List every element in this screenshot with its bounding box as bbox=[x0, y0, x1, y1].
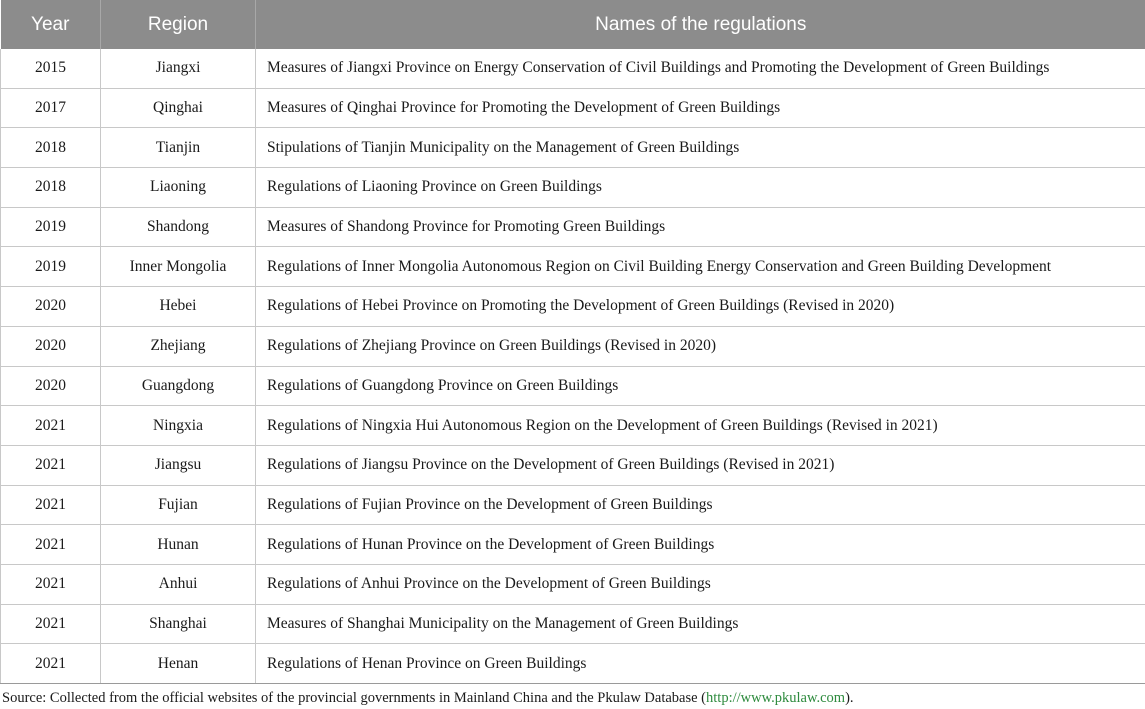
table-header bbox=[1, 0, 1145, 49]
cell-name: Regulations of Inner Mongolia Autonomous Region on Civil Building Energy Conservation and Green Building Development bbox=[256, 247, 1145, 287]
table-row bbox=[1, 366, 1145, 406]
cell-region: Liaoning bbox=[101, 168, 256, 208]
cell-region: Henan bbox=[101, 644, 256, 684]
cell-year: 2019 bbox=[1, 247, 101, 287]
cell-year: 2021 bbox=[1, 525, 101, 565]
header-row bbox=[1, 0, 1145, 49]
table-row bbox=[1, 445, 1145, 485]
source-link[interactable]: http://www.pkulaw.com bbox=[706, 690, 846, 706]
cell-region: Hebei bbox=[101, 287, 256, 327]
table-row bbox=[1, 525, 1145, 565]
table-row bbox=[1, 564, 1145, 604]
cell-name: Regulations of Henan Province on Green Buildings bbox=[256, 644, 1145, 684]
cell-year: 2021 bbox=[1, 564, 101, 604]
cell-name: Regulations of Ningxia Hui Autonomous Region on the Development of Green Buildings (Revised in 2021) bbox=[256, 406, 1145, 446]
cell-year: 2018 bbox=[1, 128, 101, 168]
table-row bbox=[1, 207, 1145, 247]
cell-year: 2021 bbox=[1, 485, 101, 525]
cell-year: 2021 bbox=[1, 445, 101, 485]
cell-year: 2021 bbox=[1, 406, 101, 446]
cell-name: Measures of Jiangxi Province on Energy Conservation of Civil Buildings and Promoting the Development of Green Buildings bbox=[256, 49, 1145, 88]
cell-year: 2020 bbox=[1, 326, 101, 366]
cell-region: Tianjin bbox=[101, 128, 256, 168]
cell-year: 2017 bbox=[1, 88, 101, 128]
cell-region: Jiangxi bbox=[101, 49, 256, 88]
cell-name: Regulations of Liaoning Province on Green Buildings bbox=[256, 168, 1145, 208]
source-note bbox=[2, 690, 854, 707]
cell-region: Anhui bbox=[101, 564, 256, 604]
cell-region: Shanghai bbox=[101, 604, 256, 644]
cell-year: 2021 bbox=[1, 644, 101, 684]
source-prefix: Source: Collected from the official websites of the provincial governments in Mainland China and the Pkulaw Database ( bbox=[2, 690, 707, 706]
header-year: Year bbox=[1, 0, 101, 49]
cell-region: Shandong bbox=[101, 207, 256, 247]
cell-year: 2021 bbox=[1, 604, 101, 644]
table-row bbox=[1, 604, 1145, 644]
cell-name: Measures of Shandong Province for Promoting Green Buildings bbox=[256, 207, 1145, 247]
cell-year: 2020 bbox=[1, 366, 101, 406]
table-row bbox=[1, 644, 1145, 684]
cell-year: 2020 bbox=[1, 287, 101, 327]
cell-region: Fujian bbox=[101, 485, 256, 525]
table-row bbox=[1, 287, 1145, 327]
cell-name: Measures of Shanghai Municipality on the Management of Green Buildings bbox=[256, 604, 1145, 644]
cell-name: Regulations of Anhui Province on the Development of Green Buildings bbox=[256, 564, 1145, 604]
cell-region: Hunan bbox=[101, 525, 256, 565]
table-row bbox=[1, 406, 1145, 446]
cell-name: Stipulations of Tianjin Municipality on the Management of Green Buildings bbox=[256, 128, 1145, 168]
table-body bbox=[1, 49, 1145, 684]
cell-region: Inner Mongolia bbox=[101, 247, 256, 287]
cell-name: Regulations of Fujian Province on the Development of Green Buildings bbox=[256, 485, 1145, 525]
table-row bbox=[1, 247, 1145, 287]
table-row bbox=[1, 88, 1145, 128]
cell-name: Regulations of Guangdong Province on Green Buildings bbox=[256, 366, 1145, 406]
table-row bbox=[1, 168, 1145, 208]
source-suffix: ). bbox=[845, 690, 854, 706]
cell-region: Ningxia bbox=[101, 406, 256, 446]
table-row bbox=[1, 49, 1145, 88]
cell-name: Regulations of Jiangsu Province on the Development of Green Buildings (Revised in 2021) bbox=[256, 445, 1145, 485]
header-region: Region bbox=[101, 0, 256, 49]
header-regulation-name: Names of the regulations bbox=[256, 0, 1145, 49]
table-row bbox=[1, 326, 1145, 366]
cell-name: Regulations of Hebei Province on Promoting the Development of Green Buildings (Revised in 2020) bbox=[256, 287, 1145, 327]
cell-name: Regulations of Zhejiang Province on Green Buildings (Revised in 2020) bbox=[256, 326, 1145, 366]
table-row bbox=[1, 128, 1145, 168]
cell-year: 2018 bbox=[1, 168, 101, 208]
cell-region: Guangdong bbox=[101, 366, 256, 406]
cell-region: Zhejiang bbox=[101, 326, 256, 366]
cell-name: Regulations of Hunan Province on the Development of Green Buildings bbox=[256, 525, 1145, 565]
cell-name: Measures of Qinghai Province for Promoting the Development of Green Buildings bbox=[256, 88, 1145, 128]
table-row bbox=[1, 485, 1145, 525]
cell-region: Qinghai bbox=[101, 88, 256, 128]
cell-region: Jiangsu bbox=[101, 445, 256, 485]
cell-year: 2019 bbox=[1, 207, 101, 247]
cell-year: 2015 bbox=[1, 49, 101, 88]
